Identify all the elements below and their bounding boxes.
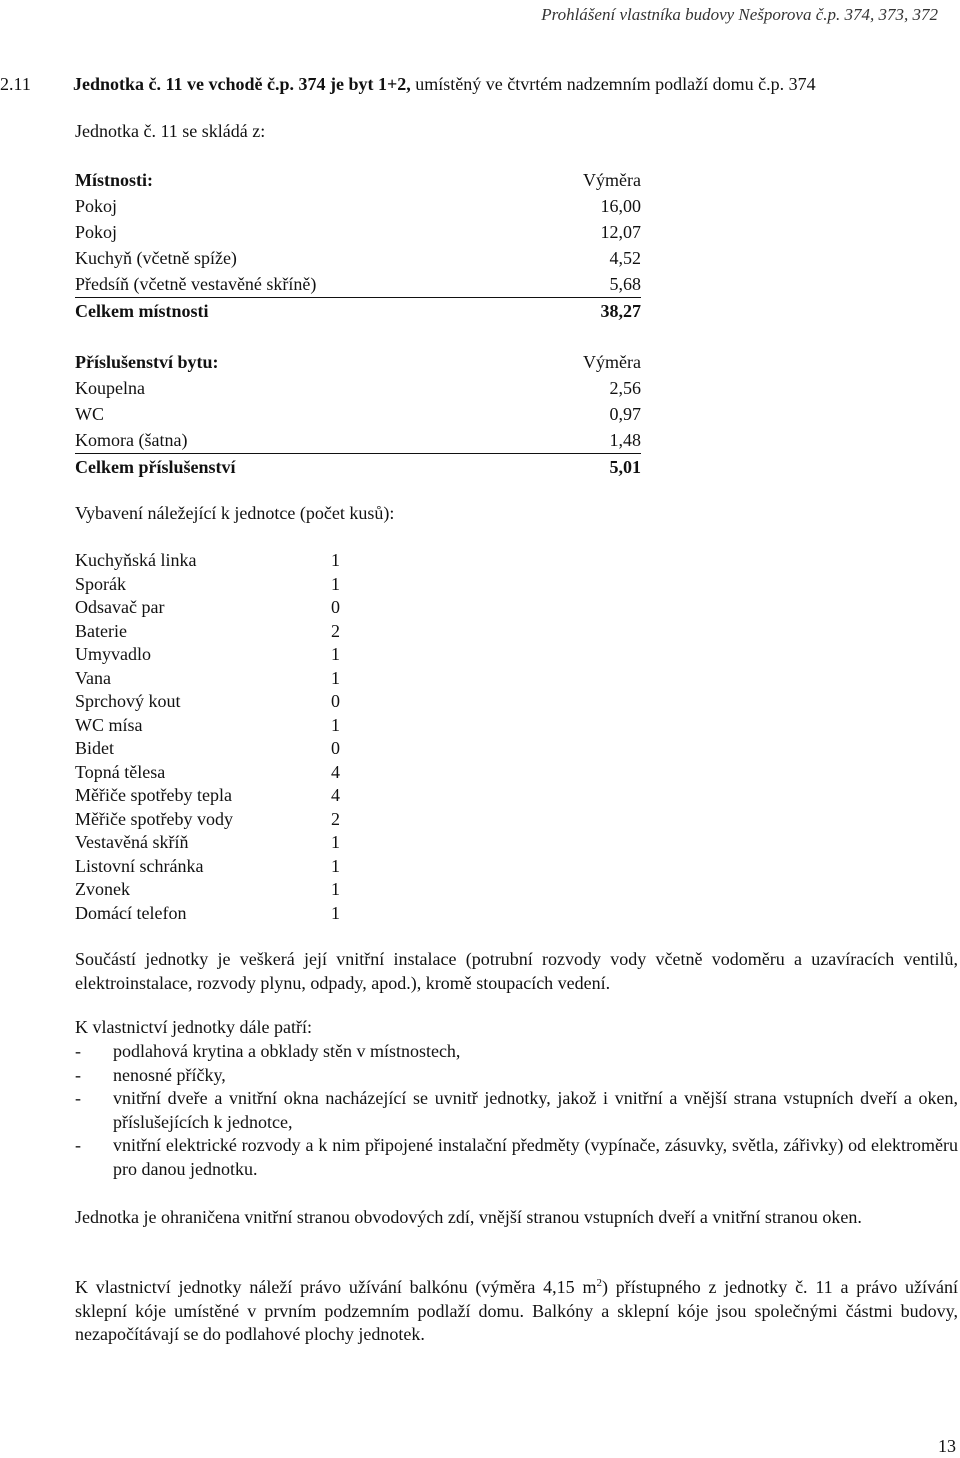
table-row	[75, 375, 641, 401]
total-value: 5,01	[491, 454, 641, 481]
section-heading	[0, 74, 816, 95]
bullet-text: nenosné příčky,	[113, 1064, 226, 1085]
list-item	[75, 761, 340, 785]
unit-intro: Jednotka č. 11 se skládá z:	[75, 121, 266, 141]
document-header: Prohlášení vlastníka budovy Nešporova č.p. 374, 373, 372	[541, 5, 938, 24]
balcony-text-after: ) přístupného z jednotky č. 11 a právo užívání sklepní kóje umístěné v prvním podzemním podlaží domu. Balkóny a sklepní kóje jsou společnými částmi budovy, nezapočítávají se do podlahové plochy jednotek.	[75, 1277, 958, 1344]
equipment-name: Měřiče spotřeby vody	[75, 808, 233, 829]
equipment-name: Domácí telefon	[75, 902, 187, 923]
equipment-name: Odsavač par	[75, 597, 165, 617]
row-label: Komora (šatna)	[75, 430, 188, 450]
list-item	[75, 784, 340, 808]
equipment-count: 1	[331, 855, 340, 876]
row-value: 4,52	[609, 248, 641, 268]
rooms-table	[75, 167, 641, 324]
list-item	[75, 808, 340, 832]
list-item	[75, 878, 340, 902]
equipment-name: Vestavěná skříň	[75, 832, 189, 852]
table-row	[75, 427, 641, 454]
list-item	[75, 643, 340, 667]
rooms-header-row	[75, 167, 641, 193]
page-number: 13	[938, 1436, 956, 1456]
equipment-name: Bidet	[75, 738, 114, 758]
equipment-list	[75, 549, 340, 925]
rooms-heading: Místnosti:	[75, 170, 153, 190]
balcony-superscript: 2	[596, 1277, 602, 1289]
list-item	[75, 620, 340, 644]
balcony-paragraph	[75, 1276, 958, 1347]
bullet-dash: -	[75, 1088, 81, 1108]
equipment-name: Vana	[75, 667, 111, 688]
row-label: Kuchyň (včetně spíže)	[75, 248, 237, 268]
equipment-name: Zvonek	[75, 879, 130, 899]
list-item	[75, 831, 340, 855]
list-item	[75, 549, 340, 573]
equipment-count: 0	[331, 738, 340, 758]
rooms-value-heading: Výměra	[583, 170, 641, 190]
equipment-count: 0	[331, 691, 340, 711]
list-item	[75, 573, 340, 597]
ownership-paragraph: K vlastnictví jednotky dále patří:	[75, 1017, 312, 1037]
row-label: WC	[75, 404, 104, 424]
equipment-name: Sporák	[75, 573, 126, 594]
accessories-header-row	[75, 349, 641, 375]
equipment-title: Vybavení náležející k jednotce (počet kusů):	[75, 503, 395, 523]
row-value: 16,00	[600, 196, 641, 216]
section-number: 2.11	[0, 74, 31, 94]
total-row	[75, 454, 641, 481]
equipment-count: 1	[331, 667, 340, 688]
table-row	[75, 271, 641, 298]
row-label: Předsíň (včetně vestavěné skříně)	[75, 274, 317, 294]
bullet-dash: -	[75, 1064, 81, 1085]
equipment-count: 1	[331, 902, 340, 923]
list-item	[75, 690, 340, 714]
row-value: 12,07	[600, 222, 641, 242]
ownership-list	[75, 1040, 958, 1181]
section-title: Jednotka č. 11 ve vchodě č.p. 374 je byt 1+2,	[73, 74, 411, 94]
equipment-name: WC mísa	[75, 714, 143, 735]
equipment-name: Baterie	[75, 620, 127, 641]
equipment-name: Listovní schránka	[75, 855, 204, 876]
bullet-dash: -	[75, 1135, 81, 1155]
equipment-name: Topná tělesa	[75, 761, 166, 782]
equipment-name: Umyvadlo	[75, 644, 151, 664]
row-value: 0,97	[609, 404, 641, 424]
row-label: Koupelna	[75, 378, 145, 398]
row-value: 2,56	[609, 378, 641, 398]
bullet-text: podlahová krytina a obklady stěn v místnostech,	[113, 1041, 461, 1061]
bullet-text: vnitřní elektrické rozvody a k nim připojené instalační předměty (vypínače, zásuvky, světla, zářivky) od elektroměru pro danou jednotku.	[113, 1135, 958, 1179]
section-title-rest: umístěný ve čtvrtém nadzemním podlaží domu č.p. 374	[410, 74, 816, 94]
total-value: 38,27	[531, 298, 641, 325]
accessories-value-heading: Výměra	[583, 352, 641, 372]
total-row	[75, 298, 641, 325]
equipment-count: 1	[331, 879, 340, 899]
equipment-count: 4	[331, 785, 340, 805]
bullet-text: vnitřní dveře a vnitřní okna nacházející se uvnitř jednotky, jakož i vnitřní a vnější strana vstupních dveří a oken, příslušejících k jednotce,	[113, 1088, 958, 1132]
equipment-name: Sprchový kout	[75, 691, 181, 711]
bullet-dash: -	[75, 1041, 81, 1061]
list-item	[75, 714, 340, 738]
list-item	[75, 1064, 958, 1088]
equipment-count: 1	[331, 714, 340, 735]
table-row	[75, 245, 641, 271]
balcony-text-before: K vlastnictví jednotky náleží právo užívání balkónu (výměra 4,15 m	[75, 1277, 597, 1297]
equipment-name: Měřiče spotřeby tepla	[75, 785, 232, 805]
installation-paragraph: Součástí jednotky je veškerá její vnitřní instalace (potrubní rozvody vody včetně vodoměru a uzavíracích ventilů, elektroinstalace, rozvody plynu, odpady, apod.), kromě stoupacích vedení.	[75, 949, 958, 993]
list-item	[75, 855, 340, 879]
table-row	[75, 219, 641, 245]
equipment-count: 1	[331, 550, 340, 570]
accessories-heading: Příslušenství bytu:	[75, 352, 219, 372]
list-item	[75, 1040, 958, 1064]
boundary-paragraph: Jednotka je ohraničena vnitřní stranou obvodových zdí, vnější stranou vstupních dveří a vnitřní stranou oken.	[75, 1207, 862, 1227]
equipment-count: 1	[331, 644, 340, 664]
equipment-count: 0	[331, 597, 340, 617]
total-label: Celkem příslušenství	[75, 454, 491, 481]
equipment-count: 1	[331, 832, 340, 852]
row-label: Pokoj	[75, 222, 118, 242]
list-item	[75, 667, 340, 691]
table-row	[75, 193, 641, 219]
accessories-table	[75, 349, 641, 480]
equipment-count: 2	[331, 808, 340, 829]
list-item	[75, 1087, 958, 1134]
row-label: Pokoj	[75, 196, 118, 216]
equipment-name: Kuchyňská linka	[75, 550, 197, 570]
row-value: 5,68	[609, 274, 641, 294]
equipment-count: 1	[331, 573, 340, 594]
row-value: 1,48	[609, 430, 641, 450]
list-item	[75, 902, 340, 926]
total-label: Celkem místnosti	[75, 298, 531, 325]
list-item	[75, 737, 340, 761]
list-item	[75, 1134, 958, 1181]
equipment-count: 2	[331, 620, 340, 641]
list-item	[75, 596, 340, 620]
table-row	[75, 401, 641, 427]
equipment-count: 4	[331, 761, 340, 782]
